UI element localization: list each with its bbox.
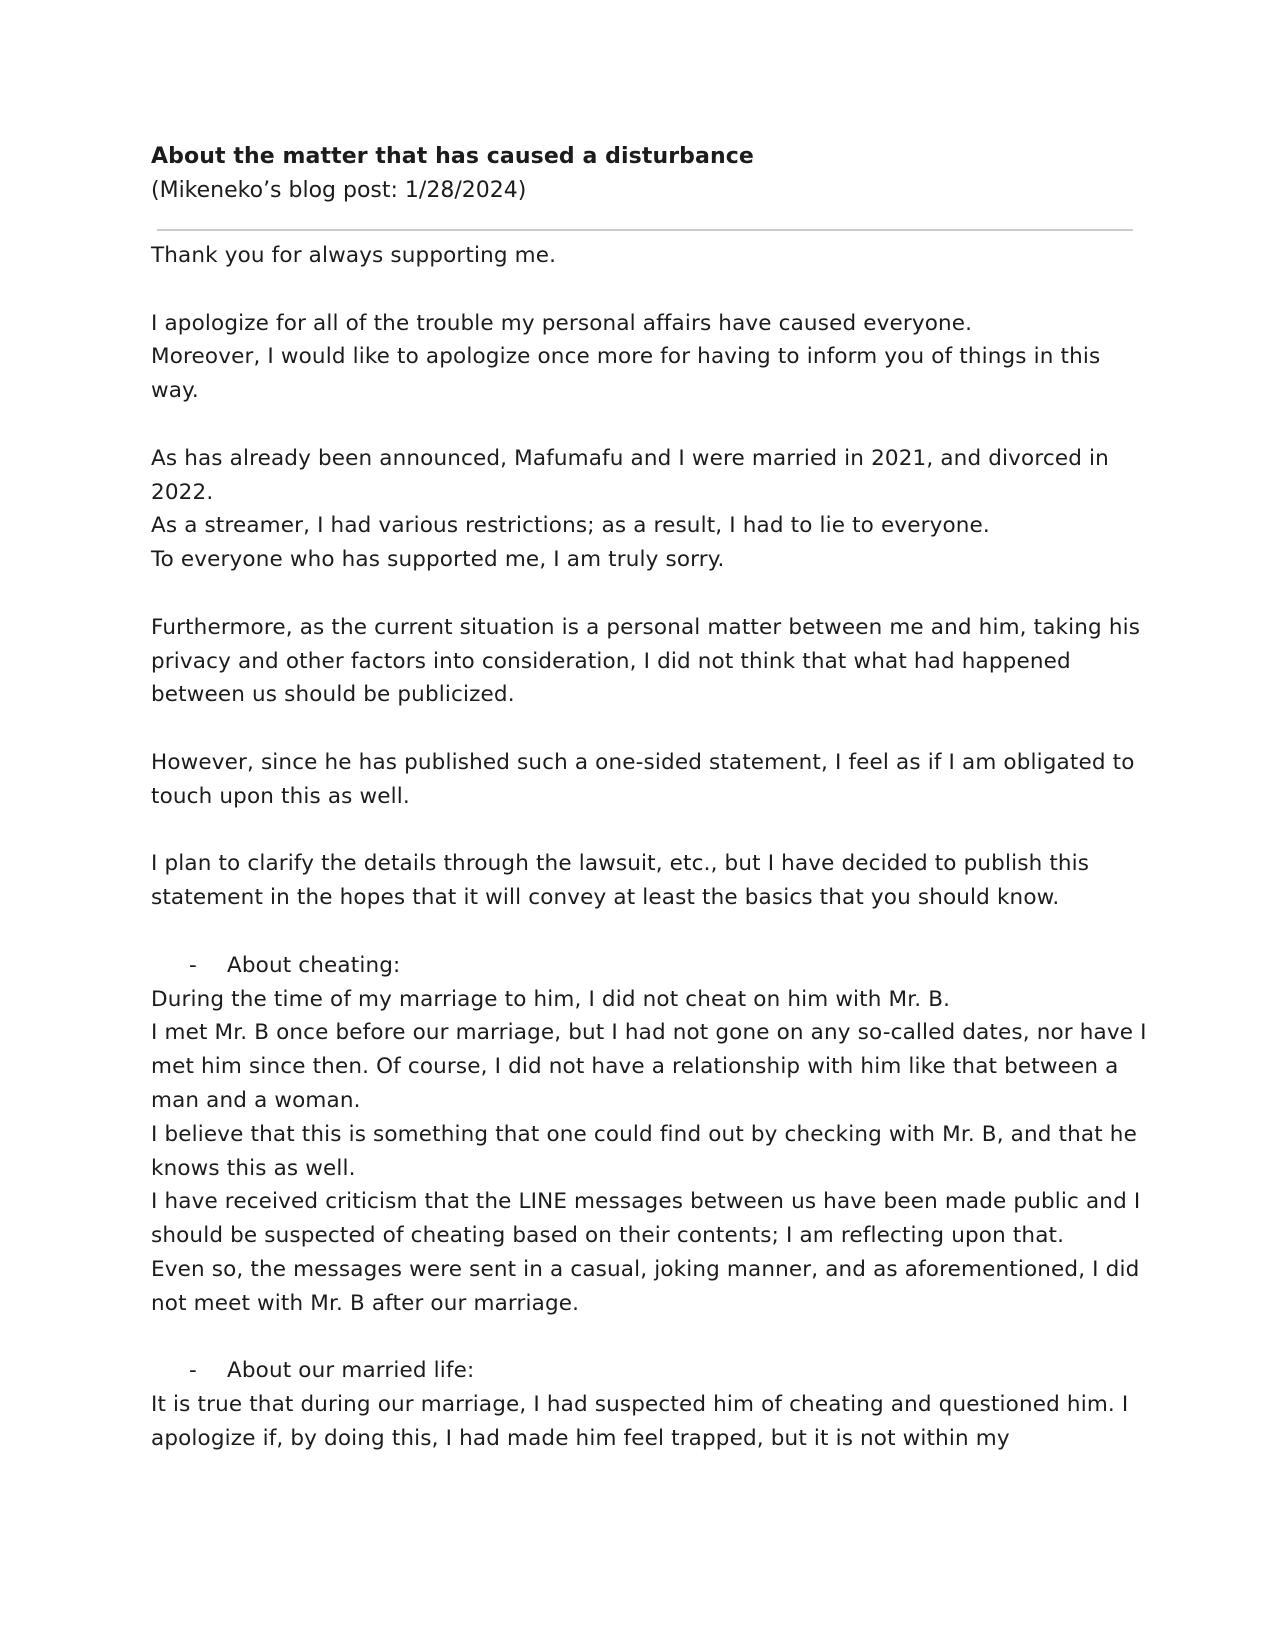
- paragraph: I have received criticism that the LINE messages between us have been made public and I should be suspected of cheating based on their contents; I am reflecting upon that.: [151, 1189, 1141, 1249]
- spacer: [151, 814, 1151, 848]
- paragraph: To everyone who has supported me, I am truly sorry.: [151, 547, 725, 573]
- spacer: [151, 273, 1151, 307]
- paragraph: Even so, the messages were sent in a casual, joking manner, and as aforementioned, I did not meet with Mr. B after our marriage.: [151, 1256, 1140, 1316]
- paragraph: I met Mr. B once before our marriage, but I had not gone on any so-called dates, nor have I met him since then. Of course, I did not have a relationship with him like that between a man and a woman.: [151, 1020, 1147, 1113]
- paragraph: As a streamer, I had various restrictions; as a result, I had to lie to everyone.: [151, 513, 990, 539]
- statement-body: [151, 239, 1151, 1456]
- document-title: About the matter that has caused a disturbance: [151, 144, 754, 169]
- spacer: [151, 1321, 1151, 1355]
- paragraph: It is true that during our marriage, I had suspected him of cheating and questioned him. I apologize if, by doing this, I had made him feel trapped, but it is not within my: [151, 1392, 1129, 1451]
- section-heading-label: About our married life:: [227, 1358, 475, 1384]
- paragraph: Thank you for always supporting me.: [151, 243, 557, 268]
- section-heading-cheating: [151, 949, 1151, 983]
- paragraph: As has already been announced, Mafumafu and I were married in 2021, and divorced in 2022.: [151, 445, 1109, 505]
- paragraph: I apologize for all of the trouble my personal affairs have caused everyone.: [151, 310, 973, 336]
- paragraph: I believe that this is something that one could find out by checking with Mr. B, and that he knows this as well.: [151, 1121, 1137, 1181]
- blog-statement-page: [151, 140, 1151, 1456]
- paragraph: However, since he has published such a one-sided statement, I feel as if I am obligated to touch upon this as well.: [151, 749, 1135, 809]
- spacer: [151, 408, 1151, 442]
- paragraph: I plan to clarify the details through the lawsuit, etc., but I have decided to publish this statement in the hopes that it will convey at least the basics that you should know.: [151, 851, 1090, 911]
- divider: [157, 229, 1133, 231]
- section-heading-label: About cheating:: [227, 952, 401, 978]
- section-heading-married-life: [151, 1354, 1151, 1388]
- spacer: [151, 712, 1151, 746]
- paragraph: Moreover, I would like to apologize once more for having to inform you of things in this way.: [151, 344, 1101, 404]
- document-subtitle: (Mikeneko’s blog post: 1/28/2024): [151, 178, 527, 203]
- paragraph: Furthermore, as the current situation is a personal matter between me and him, taking his privacy and other factors into consideration, I did not think that what had happened between us should be publicized.: [151, 614, 1141, 708]
- paragraph: During the time of my marriage to him, I did not cheat on him with Mr. B.: [151, 986, 951, 1012]
- bullet-dash: -: [189, 952, 197, 978]
- spacer: [151, 915, 1151, 949]
- bullet-dash: -: [189, 1358, 197, 1384]
- spacer: [151, 577, 1151, 611]
